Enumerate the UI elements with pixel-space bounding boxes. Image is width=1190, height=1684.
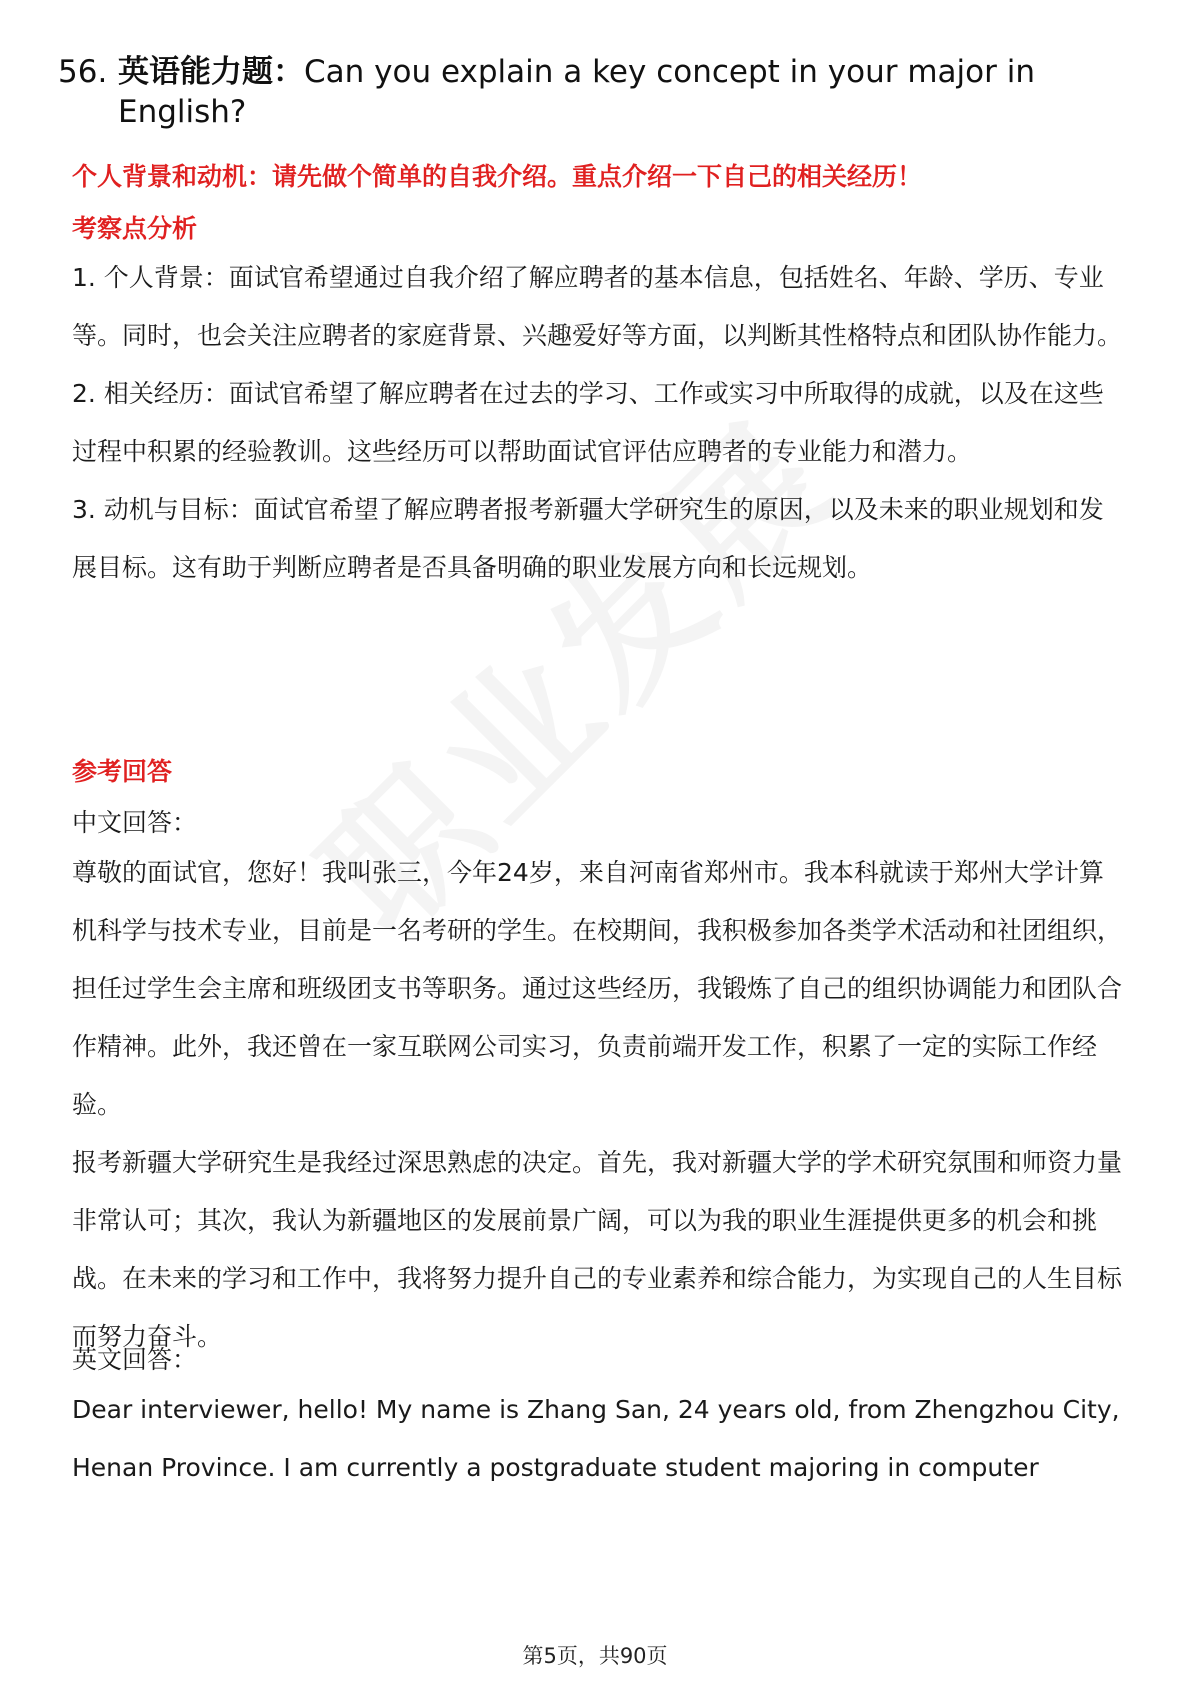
question-text: Can you explain a key concept in your major in English?	[118, 54, 1035, 130]
english-answer-label: 英文回答：	[72, 1345, 198, 1374]
background-heading: 个人背景和动机：请先做个简单的自我介绍。重点介绍一下自己的相关经历！	[72, 162, 923, 191]
analysis-item: 2. 相关经历：面试官希望了解应聘者在过去的学习、工作或实习中所取得的成就，以及在这些过程中积累的经验教训。这些经历可以帮助面试官评估应聘者的专业能力和潜力。	[72, 379, 1104, 466]
question-title	[58, 52, 1118, 132]
analysis-list	[72, 249, 1122, 597]
chinese-paragraph: 报考新疆大学研究生是我经过深思熟虑的决定。首先，我对新疆大学的学术研究氛围和师资力量非常认可；其次，我认为新疆地区的发展前景广阔，可以为我的职业生涯提供更多的机会和挑战。在未来的学习和工作中，我将努力提升自己的专业素养和综合能力，为实现自己的人生目标而努力奋斗。	[72, 1148, 1123, 1351]
question-text-wrap	[118, 52, 1118, 132]
question-number: 56.	[58, 54, 108, 90]
analysis-heading: 考察点分析	[72, 214, 198, 243]
english-answer: Dear interviewer, hello! My name is Zhang San, 24 years old, from Zhengzhou City, Henan Province. I am currently a postgraduate student majoring in computer	[72, 1395, 1120, 1482]
chinese-answer-label: 中文回答：	[72, 808, 198, 837]
question-prefix: 英语能力题：	[118, 54, 304, 90]
reference-heading: 参考回答	[72, 757, 173, 786]
analysis-item: 3. 动机与目标：面试官希望了解应聘者报考新疆大学研究生的原因，以及未来的职业规划和发展目标。这有助于判断应聘者是否具备明确的职业发展方向和长远规划。	[72, 495, 1104, 582]
chinese-answer	[72, 844, 1122, 1366]
analysis-item: 1. 个人背景：面试官希望通过自我介绍了解应聘者的基本信息，包括姓名、年龄、学历、专业等。同时，也会关注应聘者的家庭背景、兴趣爱好等方面，以判断其性格特点和团队协作能力。	[72, 263, 1123, 350]
chinese-paragraph: 尊敬的面试官，您好！我叫张三，今年24岁，来自河南省郑州市。我本科就读于郑州大学计算机科学与技术专业，目前是一名考研的学生。在校期间，我积极参加各类学术活动和社团组织，担任过学生会主席和班级团支书等职务。通过这些经历，我锻炼了自己的组织协调能力和团队合作精神。此外，我还曾在一家互联网公司实习，负责前端开发工作，积累了一定的实际工作经验。	[72, 858, 1123, 1119]
page-footer: 第5页，共90页	[522, 1644, 668, 1668]
